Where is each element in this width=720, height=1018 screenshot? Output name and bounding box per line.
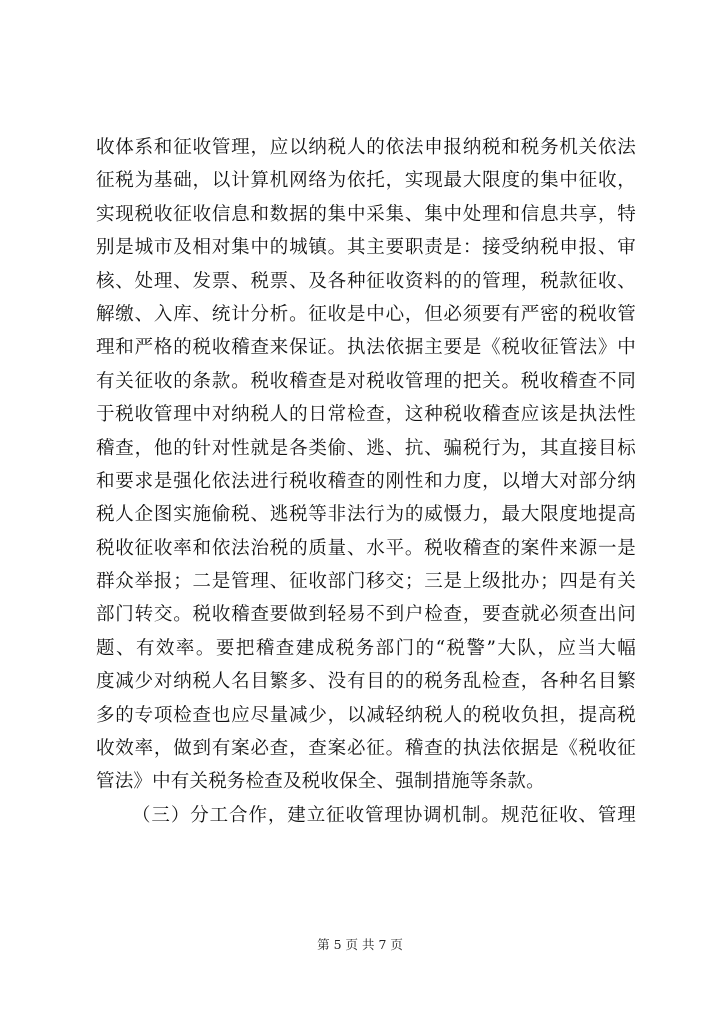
text-line: 收体系和征收管理，应以纳税人的依法申报纳税和税务机关依法 [96, 137, 636, 158]
text-line: 收效率，做到有案必查，查案必征。稽查的执法依据是《税收征 [96, 738, 636, 760]
text-line-paragraph-end: 管法》中有关税务检查及税收保全、强制措施等条款。 [96, 771, 545, 793]
text-line: 核、处理、发票、税票、及各种征收资料的的管理，税款征收、 [96, 270, 636, 292]
text-line: 税收征收率和依法治税的质量、水平。税收稽查的案件来源一是 [96, 537, 636, 559]
text-line: 群众举报；二是管理、征收部门移交；三是上级批办；四是有关 [96, 571, 636, 593]
text-line: 和要求是强化依法进行税收稽查的刚性和力度，以增大对部分纳 [96, 470, 636, 492]
text-line: 度减少对纳税人名目繁多、没有目的的税务乱检查，各种名目繁 [96, 671, 636, 693]
text-line: 有关征收的条款。税收稽查是对税收管理的把关。税收稽查不同 [96, 370, 636, 392]
text-line: 征税为基础，以计算机网络为依托，实现最大限度的集中征收， [96, 170, 636, 192]
section-heading-line: （三）分工合作，建立征收管理协调机制。规范征收、管理 [132, 804, 636, 826]
text-line: 多的专项检查也应尽量减少，以减轻纳税人的税收负担，提高税 [96, 704, 636, 726]
text-line: 部门转交。税收稽查要做到轻易不到户检查，要查就必须查出问 [96, 604, 636, 626]
text-line: 理和严格的税收稽查来保证。执法依据主要是《税收征管法》中 [96, 337, 636, 359]
text-line: 税人企图实施偷税、逃税等非法行为的威慑力，最大限度地提高 [96, 504, 636, 526]
page-number-footer: 第 5 页 共 7 页 [317, 937, 403, 952]
text-line: 别是城市及相对集中的城镇。其主要职责是：接受纳税申报、审 [96, 237, 636, 259]
body-text [96, 131, 636, 832]
text-line: 于税收管理中对纳税人的日常检查，这种税收稽查应该是执法性 [96, 404, 636, 426]
text-line: 题、有效率。要把稽查建成税务部门的“税警”大队，应当大幅 [96, 637, 636, 659]
text-line: 稽查，他的针对性就是各类偷、逃、抗、骗税行为，其直接目标 [96, 437, 636, 459]
text-line: 解缴、入库、统计分析。征收是中心，但必须要有严密的税收管 [96, 303, 636, 325]
text-line: 实现税收征收信息和数据的集中采集、集中处理和信息共享，特 [96, 203, 636, 225]
